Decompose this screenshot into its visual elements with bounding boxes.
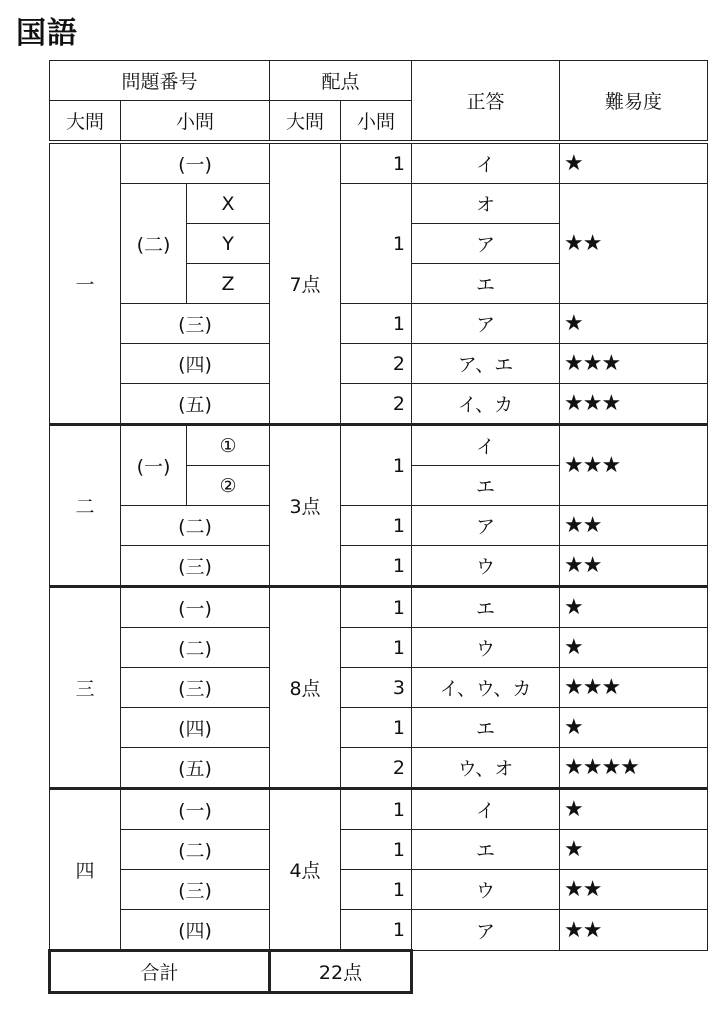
header-daimon: 大問 [50, 101, 121, 143]
item-points: 1 [341, 708, 412, 748]
table-row [50, 304, 708, 344]
answer-cell: ア、エ [412, 344, 560, 384]
difficulty-stars: ★★ [560, 184, 708, 304]
difficulty-stars: ★ [560, 789, 708, 830]
item-points: 1 [341, 506, 412, 546]
header-haiten-shomon: 小問 [341, 101, 412, 143]
header-nanido: 難易度 [560, 61, 708, 143]
item-points: 1 [341, 830, 412, 870]
answer-cell: ア [412, 506, 560, 546]
difficulty-stars: ★★ [560, 910, 708, 951]
item-points: 1 [341, 184, 412, 304]
answer-cell: エ [412, 708, 560, 748]
table-row [50, 830, 708, 870]
header-seito: 正答 [412, 61, 560, 143]
difficulty-stars: ★ [560, 587, 708, 628]
difficulty-stars: ★★ [560, 506, 708, 546]
difficulty-stars: ★★ [560, 870, 708, 910]
shomon-label: (四) [121, 910, 270, 951]
answer-cell: ア [412, 304, 560, 344]
answer-table [48, 60, 708, 994]
item-points: 2 [341, 748, 412, 789]
table-row [50, 506, 708, 546]
difficulty-stars: ★ [560, 830, 708, 870]
page-title: 国語 [16, 16, 78, 51]
answer-cell: ウ [412, 628, 560, 668]
header-mondai-bango: 問題番号 [50, 61, 270, 101]
sub-question-label: ① [187, 425, 270, 466]
answer-cell: ア [412, 910, 560, 951]
difficulty-stars: ★★ [560, 546, 708, 587]
shomon-label: (三) [121, 870, 270, 910]
answer-cell: イ [412, 425, 560, 466]
item-points: 1 [341, 910, 412, 951]
shomon-label: (五) [121, 384, 270, 425]
table-row [50, 870, 708, 910]
item-points: 1 [341, 304, 412, 344]
table-row [50, 546, 708, 587]
shomon-label: (二) [121, 830, 270, 870]
answer-cell: ウ [412, 546, 560, 587]
table-row [50, 142, 708, 184]
shomon-label: (一) [121, 587, 270, 628]
section-points: 4点 [270, 789, 341, 951]
table-row [50, 384, 708, 425]
table-row [50, 628, 708, 668]
daimon-label: 一 [50, 142, 121, 425]
daimon-label: 三 [50, 587, 121, 789]
shomon-label: (二) [121, 628, 270, 668]
total-points: 22点 [270, 951, 412, 993]
sub-question-label: Z [187, 264, 270, 304]
table-row [50, 184, 708, 224]
daimon-label: 四 [50, 789, 121, 951]
item-points: 1 [341, 142, 412, 184]
shomon-label: (五) [121, 748, 270, 789]
item-points: 1 [341, 870, 412, 910]
shomon-label: (二) [121, 184, 187, 304]
answer-cell: イ、ウ、カ [412, 668, 560, 708]
table-row [50, 910, 708, 951]
header-haiten-daimon: 大問 [270, 101, 341, 143]
table-row [50, 789, 708, 830]
answer-cell: エ [412, 466, 560, 506]
sub-question-label: X [187, 184, 270, 224]
header-row-1 [50, 61, 708, 101]
table-row [50, 425, 708, 466]
section-points: 8点 [270, 587, 341, 789]
table-row [50, 748, 708, 789]
section-points: 3点 [270, 425, 341, 587]
daimon-label: 二 [50, 425, 121, 587]
difficulty-stars: ★ [560, 142, 708, 184]
sub-question-label: ② [187, 466, 270, 506]
section-points: 7点 [270, 142, 341, 425]
table-row [50, 708, 708, 748]
difficulty-stars: ★ [560, 304, 708, 344]
item-points: 1 [341, 789, 412, 830]
item-points: 1 [341, 425, 412, 506]
shomon-label: (一) [121, 425, 187, 506]
answer-cell: ア [412, 224, 560, 264]
answer-cell: エ [412, 264, 560, 304]
sub-question-label: Y [187, 224, 270, 264]
header-shomon: 小問 [121, 101, 270, 143]
answer-cell: エ [412, 587, 560, 628]
shomon-label: (三) [121, 304, 270, 344]
item-points: 2 [341, 344, 412, 384]
item-points: 1 [341, 546, 412, 587]
table-row [50, 668, 708, 708]
difficulty-stars: ★ [560, 628, 708, 668]
shomon-label: (一) [121, 789, 270, 830]
difficulty-stars: ★★★ [560, 384, 708, 425]
answer-cell: イ、カ [412, 384, 560, 425]
answer-cell: ウ [412, 870, 560, 910]
difficulty-stars: ★★★ [560, 425, 708, 506]
shomon-label: (四) [121, 708, 270, 748]
item-points: 1 [341, 587, 412, 628]
shomon-label: (三) [121, 668, 270, 708]
difficulty-stars: ★★★ [560, 668, 708, 708]
difficulty-stars: ★★★ [560, 344, 708, 384]
shomon-label: (二) [121, 506, 270, 546]
answer-cell: イ [412, 789, 560, 830]
total-label: 合計 [50, 951, 270, 993]
answer-cell: オ [412, 184, 560, 224]
answer-cell: イ [412, 142, 560, 184]
difficulty-stars: ★★★★ [560, 748, 708, 789]
answer-cell: ウ、オ [412, 748, 560, 789]
total-row [50, 951, 708, 993]
header-haiten: 配点 [270, 61, 412, 101]
answer-cell: エ [412, 830, 560, 870]
table-row [50, 344, 708, 384]
item-points: 3 [341, 668, 412, 708]
item-points: 1 [341, 628, 412, 668]
shomon-label: (三) [121, 546, 270, 587]
difficulty-stars: ★ [560, 708, 708, 748]
item-points: 2 [341, 384, 412, 425]
table-row [50, 587, 708, 628]
shomon-label: (四) [121, 344, 270, 384]
shomon-label: (一) [121, 142, 270, 184]
